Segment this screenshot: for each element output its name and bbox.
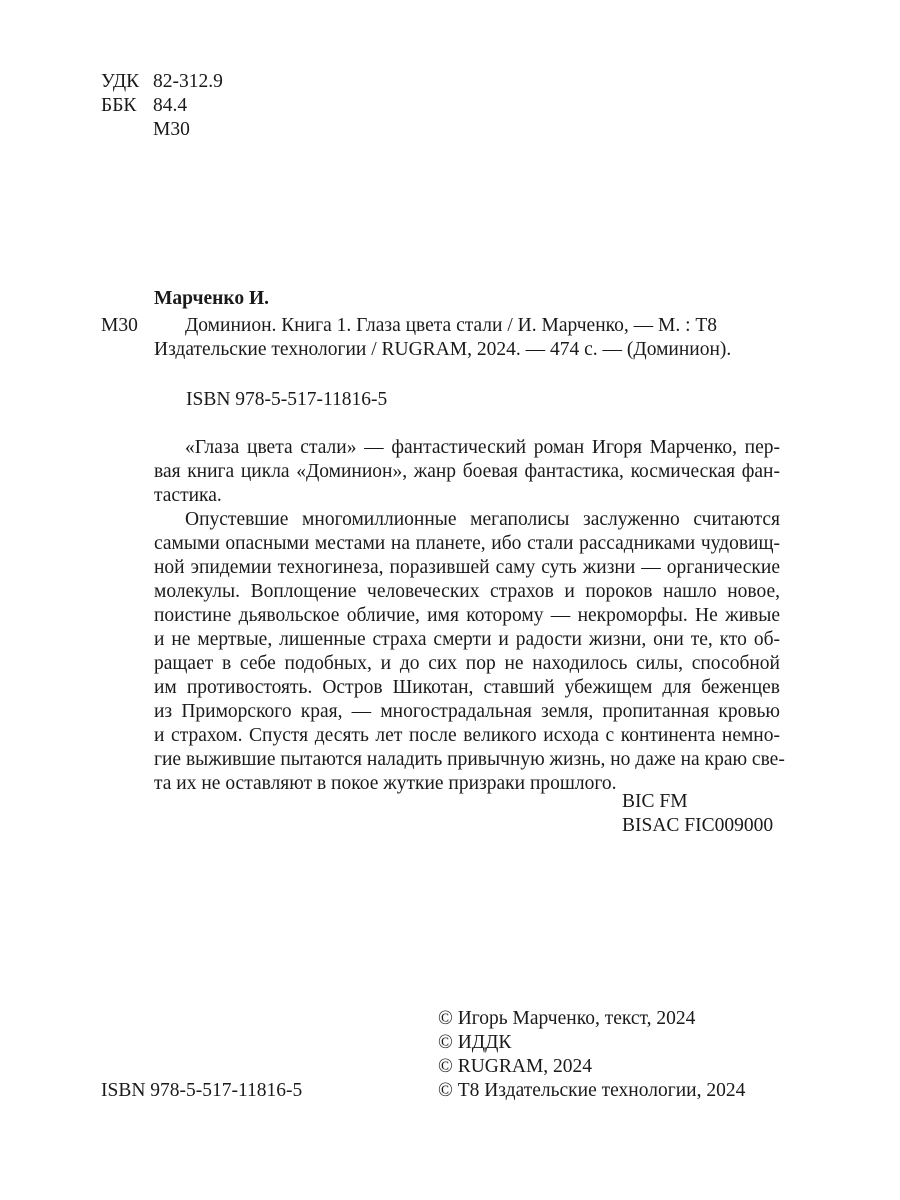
annotation-line: и не мертвые, лишенные страха смерти и радости жизни, они те, кто об- (154, 629, 780, 650)
copyright-block (438, 1007, 745, 1103)
bib-description (154, 314, 780, 362)
footer-isbn: ISBN 978-5-517-11816-5 (101, 1080, 303, 1101)
classification-block (101, 70, 223, 142)
author-mark-row (101, 118, 223, 142)
annotation-line: вая книга цикла «Доминион», жанр боевая фантастика, космическая фан- (154, 461, 780, 482)
bbk-value: 84.4 (153, 95, 188, 116)
bisac-code: BISAC FIC009000 (622, 815, 774, 836)
author-mark: М30 (153, 119, 190, 140)
copyright-line: © ИДДК (438, 1032, 512, 1053)
bic-code: BIC FM (622, 791, 688, 812)
annotation-line: поистине дьявольское обличие, имя которому — некроморфы. Не живые (154, 605, 780, 626)
bib-isbn: ISBN 978-5-517-11816-5 (186, 389, 388, 410)
bbk-row (101, 94, 223, 118)
annotation-paragraph-1 (154, 436, 780, 508)
bib-desc-line-2: Издательские технологии / RUGRAM, 2024. — 474 с. — (Доминион). (154, 339, 732, 360)
copyright-line: © RUGRAM, 2024 (438, 1056, 593, 1077)
udk-label: УДК (101, 71, 140, 92)
annotation-line: та их не оставляют в покое жуткие призраки прошлого. (154, 773, 617, 794)
annotation-line: им противостоять. Остров Шикотан, ставший убежищем для беженцев (154, 677, 780, 698)
bib-desc-line-1: Доминион. Книга 1. Глаза цвета стали / И. Марченко, — М. : Т8 (185, 315, 718, 336)
author-name: Марченко И. (154, 288, 270, 309)
annotation-line: и страхом. Спустя десять лет после великого исхода с континента немно- (154, 725, 780, 746)
annotation-line: из Приморского края, — многострадальная земля, пропитанная кровью (154, 701, 780, 722)
annotation-line: Опустевшие многомиллионные мегаполисы заслуженно считаются (185, 509, 780, 530)
udk-row (101, 70, 223, 94)
annotation-line: ной эпидемии техногинеза, поразившей саму суть жизни — органические (154, 557, 780, 578)
annotation-line: «Глаза цвета стали» — фантастический роман Игоря Марченко, пер- (185, 437, 780, 458)
bbk-label: ББК (101, 95, 137, 116)
annotation-line: ращает в себе подобных, и до сих пор не находилось силы, способной (154, 653, 780, 674)
copyright-line: © Игорь Марченко, текст, 2024 (438, 1008, 696, 1029)
annotation-line: молекулы. Воплощение человеческих страхов и пороков нашло новое, (154, 581, 780, 602)
annotation (154, 436, 785, 796)
udk-value: 82-312.9 (153, 71, 223, 92)
annotation-line: тастика. (154, 485, 222, 506)
annotation-line: самыми опасными местами на планете, ибо стали рассадниками чудовищ- (154, 533, 780, 554)
side-mark: М30 (101, 315, 138, 336)
subject-codes (622, 790, 773, 838)
annotation-line: гие выжившие пытаются наладить привычную жизнь, но даже на краю све- (154, 749, 785, 770)
copyright-line: © Т8 Издательские технологии, 2024 (438, 1080, 746, 1101)
annotation-paragraph-2 (154, 508, 785, 796)
